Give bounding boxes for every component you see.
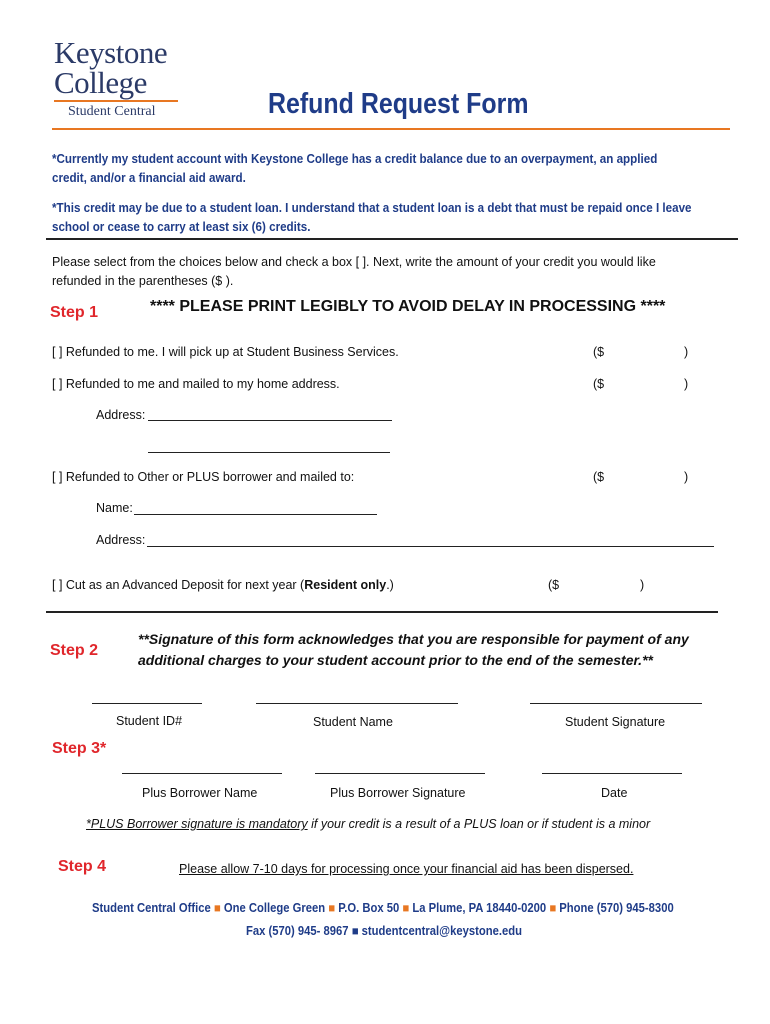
borrower-name-line[interactable] bbox=[122, 773, 282, 774]
logo-line-1: Keystone bbox=[54, 35, 168, 70]
step-1-label: Step 1 bbox=[50, 304, 99, 321]
logo-divider bbox=[54, 100, 178, 102]
footer-city: La Plume, PA 18440-0200 bbox=[412, 901, 547, 915]
square-bullet-icon: ■ bbox=[351, 924, 359, 938]
footer-phone: Phone (570) 945-8300 bbox=[559, 901, 674, 915]
footer-contact-line-1 bbox=[92, 901, 674, 915]
plus-borrower-note bbox=[86, 817, 650, 831]
footer-contact-line-2 bbox=[246, 924, 522, 938]
student-signature-line[interactable] bbox=[530, 703, 702, 704]
borrower-name-label: Plus Borrower Name bbox=[142, 786, 258, 800]
notice-student-loan: *This credit may be due to a student loan. I understand that a student loan is a debt that must be repaid once I leave school or cease to carry at least six (6) credits. bbox=[52, 201, 692, 234]
student-signature-label: Student Signature bbox=[565, 715, 666, 729]
name-line[interactable] bbox=[134, 514, 377, 515]
date-label: Date bbox=[601, 786, 628, 800]
address-label-1: Address: bbox=[96, 408, 146, 422]
borrower-signature-line[interactable] bbox=[315, 773, 485, 774]
option-advanced-deposit-label: [ ] Cut as an Advanced Deposit for next year ( bbox=[52, 578, 305, 592]
square-bullet-icon: ■ bbox=[402, 901, 410, 915]
other-address-line[interactable] bbox=[147, 546, 714, 547]
student-id-label: Student ID# bbox=[116, 714, 183, 728]
address-line-1[interactable] bbox=[148, 420, 392, 421]
option-other-borrower-label: [ ] Refunded to Other or PLUS borrower and mailed to: bbox=[52, 470, 355, 484]
option-advanced-deposit[interactable] bbox=[52, 578, 394, 592]
amount-close-3: ) bbox=[684, 470, 689, 484]
logo-line-3: Student Central bbox=[68, 104, 156, 119]
footer-email[interactable]: studentcentral@keystone.edu bbox=[361, 924, 523, 938]
plus-mandatory-text: *PLUS Borrower signature is mandatory bbox=[86, 817, 308, 831]
signature-acknowledgement: **Signature of this form acknowledges that you are responsible for payment of any additional charges to your student account prior to the end of the semester.** bbox=[138, 631, 689, 668]
address-line-2[interactable] bbox=[148, 452, 390, 453]
step-2-label: Step 2 bbox=[50, 642, 99, 659]
amount-close-4: ) bbox=[640, 578, 645, 592]
instructions-text: Please select from the choices below and check a box [ ]. Next, write the amount of your credit you would like refunded in the parentheses ($ ). bbox=[52, 255, 656, 288]
option-advanced-deposit-end: .) bbox=[386, 578, 394, 592]
amount-open-2: ($ bbox=[593, 377, 605, 391]
section-divider bbox=[46, 238, 738, 240]
square-bullet-icon: ■ bbox=[328, 901, 336, 915]
option-other-borrower[interactable] bbox=[52, 470, 354, 484]
plus-note-rest: if your credit is a result of a PLUS loan or if student is a minor bbox=[307, 817, 651, 831]
borrower-signature-label: Plus Borrower Signature bbox=[330, 786, 466, 800]
print-legibly-notice: **** PLEASE PRINT LEGIBLY TO AVOID DELAY IN PROCESSING **** bbox=[150, 298, 666, 315]
footer-fax: Fax (570) 945- 8967 bbox=[246, 924, 349, 938]
resident-only-text: Resident only bbox=[304, 578, 387, 592]
step-4-label: Step 4 bbox=[58, 858, 107, 875]
date-line[interactable] bbox=[542, 773, 682, 774]
student-name-label: Student Name bbox=[313, 715, 393, 729]
processing-time-note: Please allow 7-10 days for processing once your financial aid has been dispersed. bbox=[179, 862, 634, 876]
option-mail-home-label: [ ] Refunded to me and mailed to my home address. bbox=[52, 377, 340, 391]
keystone-logo bbox=[54, 35, 184, 120]
square-bullet-icon: ■ bbox=[213, 901, 221, 915]
logo-line-2: College bbox=[54, 65, 147, 100]
student-name-line[interactable] bbox=[256, 703, 458, 704]
footer-address: One College Green bbox=[223, 901, 326, 915]
option-pickup-label: [ ] Refunded to me. I will pick up at Student Business Services. bbox=[52, 345, 399, 359]
notice-credit-balance: *Currently my student account with Keystone College has a credit balance due to an overpayment, an applied credit, and/or a financial aid award. bbox=[52, 152, 658, 185]
amount-open-4: ($ bbox=[548, 578, 560, 592]
footer-office: Student Central Office bbox=[92, 901, 211, 915]
student-id-line[interactable] bbox=[92, 703, 202, 704]
amount-open-1: ($ bbox=[593, 345, 605, 359]
option-mail-home[interactable] bbox=[52, 377, 340, 391]
step-3-label: Step 3* bbox=[52, 740, 107, 757]
address-label-2: Address: bbox=[96, 533, 146, 547]
name-label: Name: bbox=[96, 501, 133, 515]
amount-open-3: ($ bbox=[593, 470, 605, 484]
amount-close-2: ) bbox=[684, 377, 689, 391]
step-1-divider bbox=[46, 611, 718, 613]
option-pickup[interactable] bbox=[52, 345, 399, 359]
title-divider bbox=[52, 128, 730, 130]
square-bullet-icon: ■ bbox=[549, 901, 557, 915]
page-title: Refund Request Form bbox=[268, 88, 529, 120]
amount-close-1: ) bbox=[684, 345, 689, 359]
footer-po-box: P.O. Box 50 bbox=[338, 901, 400, 915]
